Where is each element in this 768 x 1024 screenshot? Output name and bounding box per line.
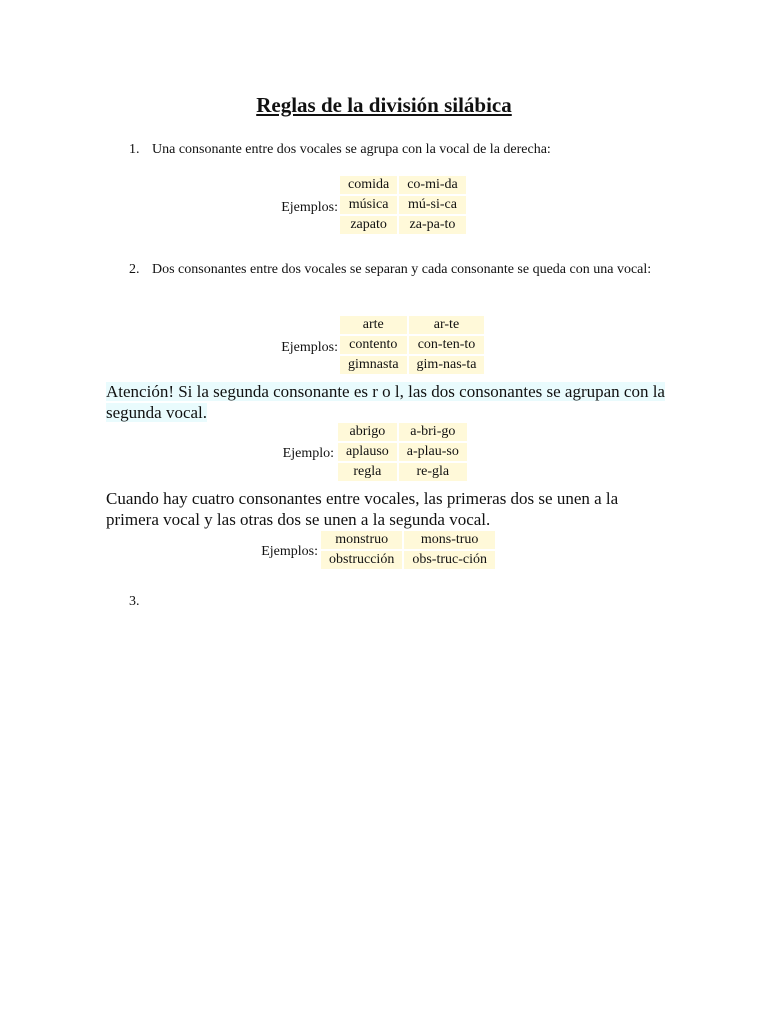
attention-note	[106, 381, 666, 423]
rule-1-number: 1.	[129, 142, 140, 157]
syllable-cell: a-plau-so	[399, 443, 467, 461]
rule-3-number: 3.	[129, 594, 140, 609]
word-cell: comida	[340, 176, 397, 194]
word-cell: aplauso	[338, 443, 397, 461]
table-row	[321, 551, 495, 569]
table-row	[340, 316, 484, 334]
four-consonants-examples-label: Ejemplos:	[261, 544, 318, 559]
syllable-cell: re-gla	[399, 463, 467, 481]
rule-1-text: Una consonante entre dos vocales se agrupa con la vocal de la derecha:	[152, 142, 551, 157]
syllable-cell: con-ten-to	[409, 336, 485, 354]
rule-2-examples-table	[338, 314, 486, 376]
word-cell: contento	[340, 336, 407, 354]
word-cell: arte	[340, 316, 407, 334]
syllable-cell: a-bri-go	[399, 423, 467, 441]
rule-2-text: Dos consonantes entre dos vocales se separan y cada consonante se queda con una vocal:	[152, 262, 652, 277]
syllable-cell: mons-truo	[404, 531, 495, 549]
rule-1-examples-table	[338, 174, 468, 236]
syllable-cell: ar-te	[409, 316, 485, 334]
four-consonants-examples-table	[319, 529, 497, 571]
table-row	[340, 336, 484, 354]
table-row	[340, 216, 466, 234]
word-cell: monstruo	[321, 531, 402, 549]
syllable-cell: gim-nas-ta	[409, 356, 485, 374]
attention-text: Atención! Si la segunda consonante es r o l, las dos consonantes se agrupan con la segunda vocal.	[106, 382, 665, 422]
table-row	[338, 443, 467, 461]
four-consonants-text: Cuando hay cuatro consonantes entre vocales, las primeras dos se unen a la primera vocal y las otras dos se unen a la segunda vocal.	[106, 489, 619, 529]
word-cell: obstrucción	[321, 551, 402, 569]
word-cell: música	[340, 196, 397, 214]
page-title: Reglas de la división silábica	[256, 93, 512, 117]
table-row	[340, 196, 466, 214]
word-cell: zapato	[340, 216, 397, 234]
table-row	[338, 423, 467, 441]
syllable-cell: co-mi-da	[399, 176, 466, 194]
attention-examples-table	[336, 421, 469, 483]
word-cell: regla	[338, 463, 397, 481]
table-row	[338, 463, 467, 481]
rule-2-number: 2.	[129, 262, 140, 277]
table-row	[321, 531, 495, 549]
rule-1-examples-label: Ejemplos:	[281, 200, 338, 215]
syllable-cell: za-pa-to	[399, 216, 466, 234]
word-cell: abrigo	[338, 423, 397, 441]
word-cell: gimnasta	[340, 356, 407, 374]
syllable-cell: mú-si-ca	[399, 196, 466, 214]
attention-examples-label: Ejemplo:	[282, 446, 334, 461]
rule-2-examples-label: Ejemplos:	[281, 340, 338, 355]
syllable-cell: obs-truc-ción	[404, 551, 495, 569]
table-row	[340, 176, 466, 194]
table-row	[340, 356, 484, 374]
four-consonants-note	[106, 488, 666, 530]
